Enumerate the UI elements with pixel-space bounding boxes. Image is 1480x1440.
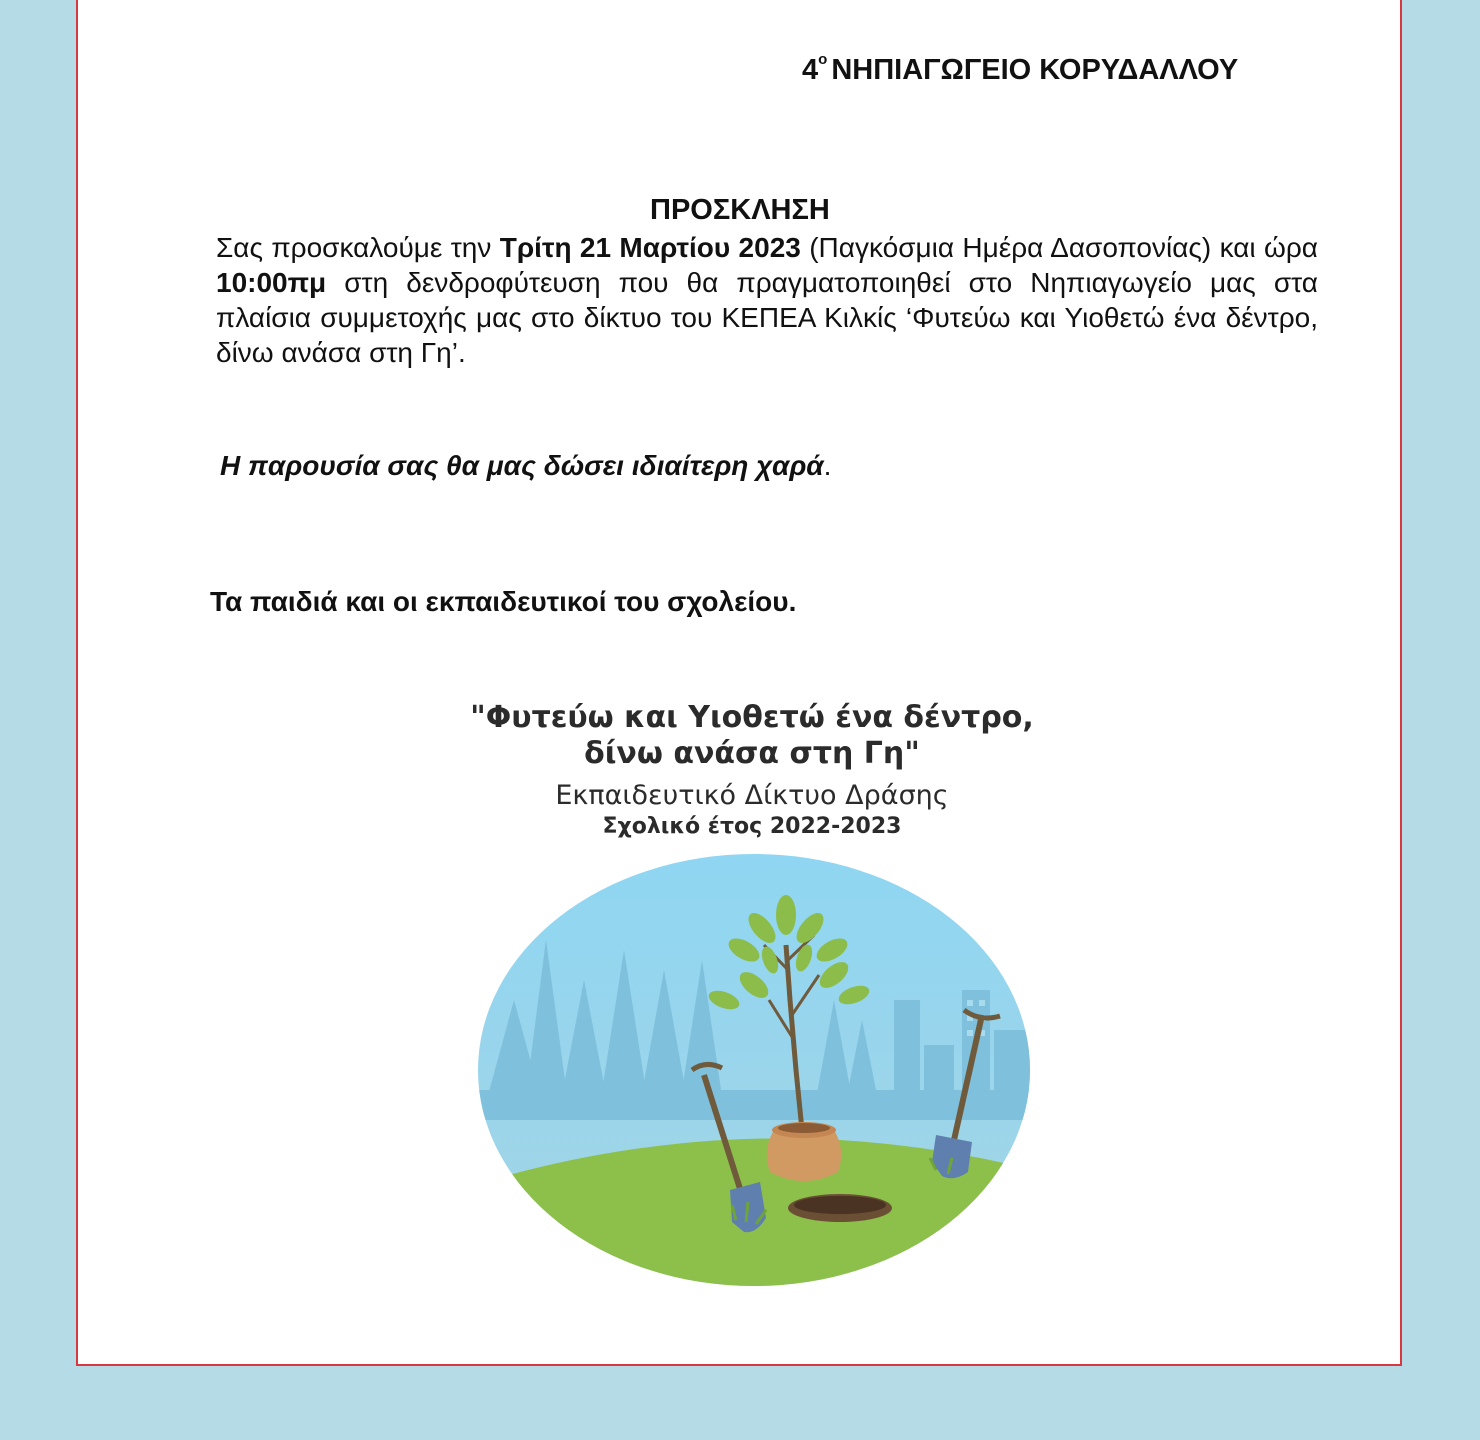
logo-school-year: Σχολικό έτος 2022-2023 [602,814,902,839]
logo-title-line-1: "Φυτεύω και Υιοθετώ ένα δέντρο, [470,700,1034,735]
school-title: ΝΗΠΙΑΓΩΓΕΙΟ ΚΟΡΥΔΑΛΛΟΥ [831,54,1239,86]
document-page [76,0,1402,1366]
invitation-date: Τρίτη 21 Μαρτίου 2023 [499,232,801,263]
invitation-text-3: στη δενδροφύτευση που θα πραγματοποιηθεί στο Νηπιαγωγείο μας στα πλαίσια συμμετοχής μας στο δίκτυο του ΚΕΠΕΑ Κιλκίς ‘Φυτεύω και Υιοθετώ ένα δέντρο, δίνω ανάσα στη Γη’. [216,267,1318,368]
tree-planting-illustration [474,850,1034,1290]
invitation-body [216,230,1318,370]
invitation-time: 10:00πμ [216,267,327,298]
presence-line [220,450,831,482]
presence-text: Η παρουσία σας θα μας δώσει ιδιαίτερη χαρά [220,450,824,481]
school-number: 4 [802,54,819,86]
logo-title-line-2: δίνω ανάσα στη Γη" [584,736,920,771]
invitation-title: ΠΡΟΣΚΛΗΣΗ [650,194,830,226]
signature: Τα παιδιά και οι εκπαιδευτικοί του σχολείου. [210,586,797,617]
school-name [802,51,1239,87]
logo-subtitle: Εκπαιδευτικό Δίκτυο Δράσης [555,780,949,811]
invitation-text-2: (Παγκόσμια Ημέρα Δασοπονίας) και ώρα [800,232,1318,263]
school-ordinal: ο [818,51,828,69]
presence-dot: . [823,450,832,481]
invitation-text-1: Σας προσκαλούμε την [216,232,500,263]
